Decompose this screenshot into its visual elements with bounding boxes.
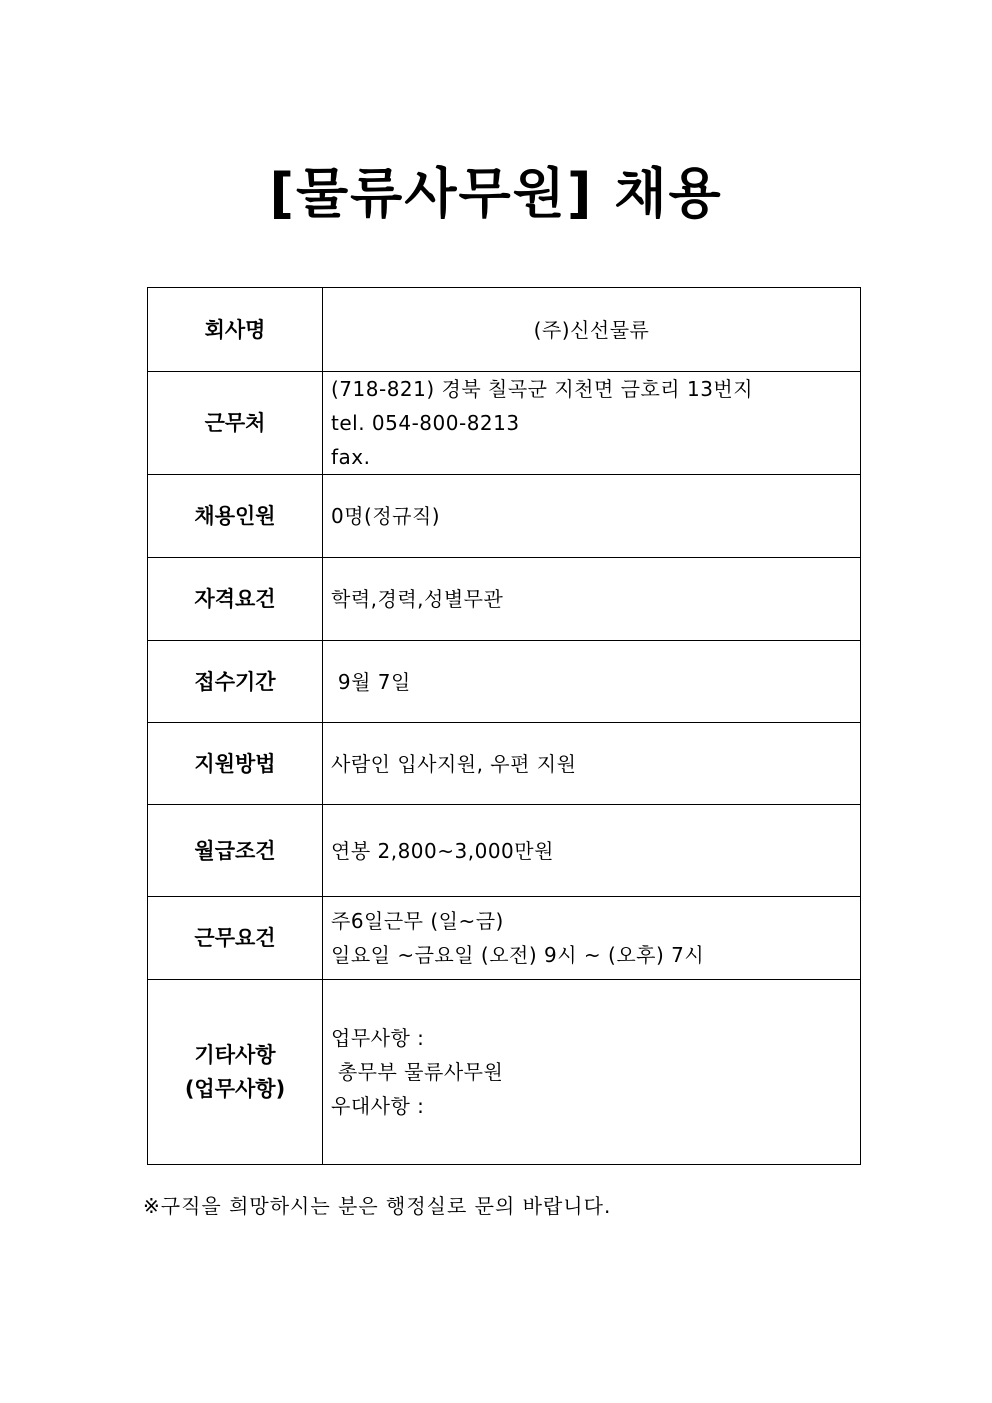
- headcount-value: [323, 475, 861, 558]
- table-row: [148, 372, 861, 475]
- workplace-value: [323, 372, 861, 475]
- application-period-text: 9월 7일: [331, 669, 411, 694]
- work-days-text: 주6일근무 (일~금): [331, 909, 504, 933]
- headcount-text: 0명(정규직): [331, 504, 441, 528]
- table-row: [148, 980, 861, 1165]
- application-period-value: [323, 641, 861, 723]
- table-row: [148, 641, 861, 723]
- workplace-tel: tel. 054-800-8213: [331, 411, 520, 435]
- salary-label: 월급조건: [148, 805, 323, 897]
- preferences-heading: 우대사항 :: [331, 1094, 425, 1118]
- salary-text: 연봉 2,800~3,000만원: [331, 838, 554, 863]
- page-title: [물류사무원] 채용: [269, 162, 723, 225]
- job-posting-table: [147, 287, 861, 1165]
- qualifications-text: 학력,경력,성별무관: [331, 587, 504, 611]
- work-hours-text: 일요일 ~금요일 (오전) 9시 ~ (오후) 7시: [331, 943, 705, 967]
- qualifications-value: [323, 558, 861, 641]
- table-row: [148, 475, 861, 558]
- footer-note: ※구직을 희망하시는 분은 행정실로 문의 바랍니다.: [143, 1194, 612, 1218]
- table-row: [148, 288, 861, 372]
- work-conditions-value: [323, 897, 861, 980]
- workplace-label: 근무처: [148, 372, 323, 475]
- table-row: [148, 723, 861, 805]
- table-row: [148, 805, 861, 897]
- table-row: [148, 558, 861, 641]
- duties-heading: 업무사항 :: [331, 1026, 425, 1050]
- application-method-text: 사람인 입사지원, 우편 지원: [331, 751, 577, 776]
- other-notes-value: [323, 980, 861, 1165]
- duties-text: 총무부 물류사무원: [331, 1060, 504, 1084]
- table-row: [148, 897, 861, 980]
- workplace-address: (718-821) 경북 칠곡군 지천면 금호리 13번지: [331, 377, 754, 401]
- company-name-label: 회사명: [148, 288, 323, 372]
- workplace-fax: fax.: [331, 445, 371, 469]
- other-notes-label-line1: 기타사항: [194, 1043, 276, 1067]
- headcount-label: 채용인원: [148, 475, 323, 558]
- company-name-value: [323, 288, 861, 372]
- company-name-text: (주)신선물류: [533, 317, 650, 342]
- qualifications-label: 자격요건: [148, 558, 323, 641]
- application-method-label: 지원방법: [148, 723, 323, 805]
- other-notes-label-line2: (업무사항): [184, 1077, 286, 1101]
- work-conditions-label: 근무요건: [148, 897, 323, 980]
- salary-value: [323, 805, 861, 897]
- other-notes-label: [148, 980, 323, 1165]
- application-method-value: [323, 723, 861, 805]
- application-period-label: 접수기간: [148, 641, 323, 723]
